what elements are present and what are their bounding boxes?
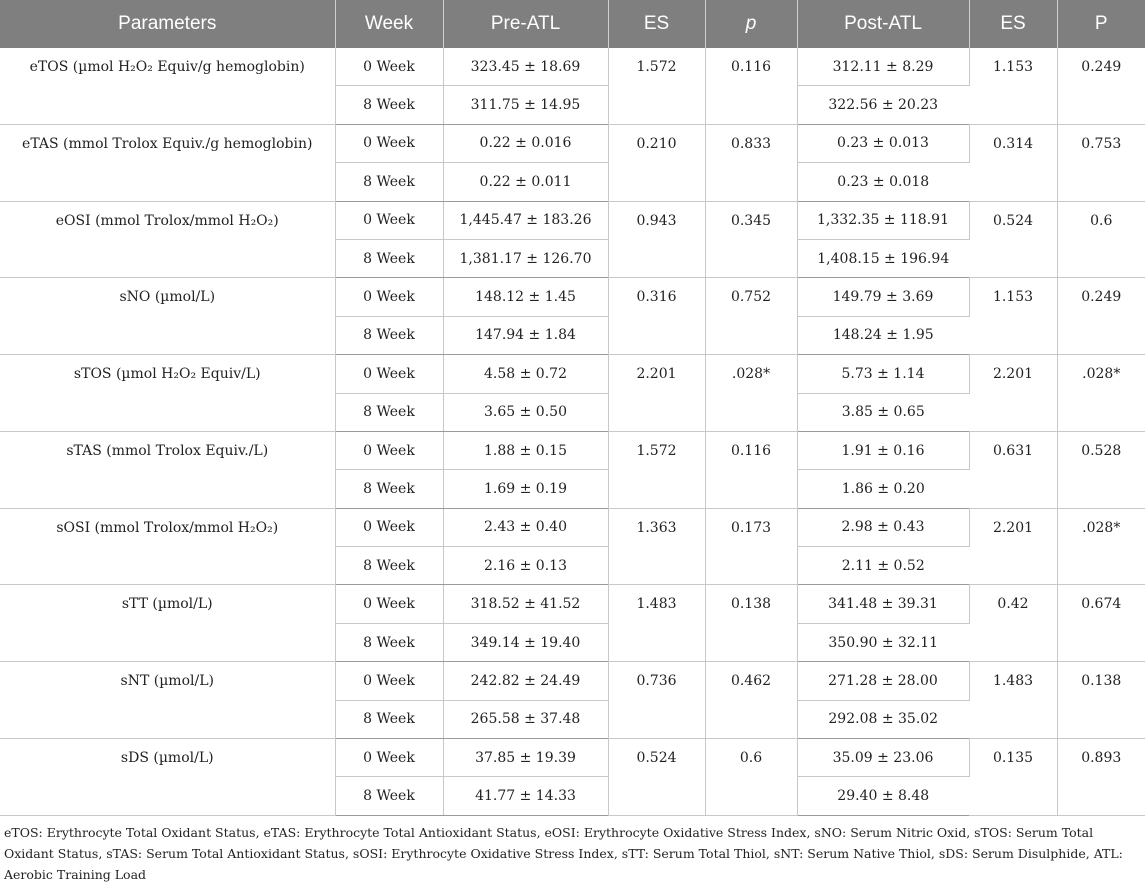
p-post-value: 0.528 bbox=[1057, 431, 1145, 508]
post-atl-value: 1.86 ± 0.20 bbox=[797, 470, 969, 508]
post-atl-value: 0.23 ± 0.013 bbox=[797, 124, 969, 162]
table-row bbox=[0, 585, 1145, 623]
post-atl-value: 2.11 ± 0.52 bbox=[797, 547, 969, 585]
post-atl-value: 322.56 ± 20.23 bbox=[797, 86, 969, 124]
es-post-value: 1.483 bbox=[969, 662, 1057, 739]
es-post-value: 2.201 bbox=[969, 355, 1057, 432]
es-pre-value: 0.736 bbox=[608, 662, 705, 739]
week-cell: 8 Week bbox=[335, 470, 443, 508]
week-cell: 8 Week bbox=[335, 163, 443, 201]
pre-atl-value: 0.22 ± 0.016 bbox=[443, 124, 608, 162]
p-post-value: 0.249 bbox=[1057, 48, 1145, 124]
table-row bbox=[0, 662, 1145, 700]
p-pre-value: 0.345 bbox=[705, 201, 797, 278]
es-pre-value: 1.572 bbox=[608, 431, 705, 508]
table-row bbox=[0, 48, 1145, 86]
header-post-atl: Post-ATL bbox=[797, 0, 969, 48]
week-cell: 8 Week bbox=[335, 316, 443, 354]
header-row bbox=[0, 0, 1145, 48]
parameter-name: sTAS (mmol Trolox Equiv./L) bbox=[0, 431, 335, 508]
post-atl-value: 341.48 ± 39.31 bbox=[797, 585, 969, 623]
p-pre-value: 0.138 bbox=[705, 585, 797, 662]
es-post-value: 1.153 bbox=[969, 278, 1057, 355]
week-cell: 8 Week bbox=[335, 700, 443, 738]
week-cell: 0 Week bbox=[335, 201, 443, 239]
table-row bbox=[0, 201, 1145, 239]
post-atl-value: 350.90 ± 32.11 bbox=[797, 623, 969, 661]
pre-atl-value: 1,381.17 ± 126.70 bbox=[443, 239, 608, 277]
pre-atl-value: 265.58 ± 37.48 bbox=[443, 700, 608, 738]
es-pre-value: 1.572 bbox=[608, 48, 705, 124]
table-footnote: eTOS: Erythrocyte Total Oxidant Status, eTAS: Erythrocyte Total Antioxidant Status, eOSI: Erythrocyte Oxidative Stress Index, sNO: Serum Nitric Oxid, sTOS: Serum Total Oxidant Status, sTAS: Serum Total Antioxidant Status, sOSI: Erythrocyte Oxidative Stress Index, sTT: Serum Total Thiol, sNT: Serum Native Thiol, sDS: Serum Disulphide, ATL: Aerobic Training Load bbox=[4, 825, 1123, 882]
post-atl-value: 271.28 ± 28.00 bbox=[797, 662, 969, 700]
header-es-pre: ES bbox=[608, 0, 705, 48]
parameter-name: sOSI (mmol Trolox/mmol H₂O₂) bbox=[0, 508, 335, 585]
post-atl-value: 292.08 ± 35.02 bbox=[797, 700, 969, 738]
pre-atl-value: 0.22 ± 0.011 bbox=[443, 163, 608, 201]
pre-atl-value: 349.14 ± 19.40 bbox=[443, 623, 608, 661]
p-post-value: 0.753 bbox=[1057, 124, 1145, 201]
post-atl-value: 29.40 ± 8.48 bbox=[797, 777, 969, 815]
es-pre-value: 1.363 bbox=[608, 508, 705, 585]
week-cell: 8 Week bbox=[335, 623, 443, 661]
week-cell: 0 Week bbox=[335, 662, 443, 700]
table-row bbox=[0, 508, 1145, 546]
pre-atl-value: 148.12 ± 1.45 bbox=[443, 278, 608, 316]
week-cell: 8 Week bbox=[335, 547, 443, 585]
p-pre-value: 0.6 bbox=[705, 739, 797, 816]
parameter-name: sDS (µmol/L) bbox=[0, 739, 335, 816]
es-pre-value: 2.201 bbox=[608, 355, 705, 432]
p-pre-value: 0.116 bbox=[705, 431, 797, 508]
p-post-value: .028* bbox=[1057, 508, 1145, 585]
es-post-value: 0.314 bbox=[969, 124, 1057, 201]
p-post-value: .028* bbox=[1057, 355, 1145, 432]
table-row bbox=[0, 739, 1145, 777]
es-pre-value: 0.524 bbox=[608, 739, 705, 816]
header-week: Week bbox=[335, 0, 443, 48]
week-cell: 0 Week bbox=[335, 124, 443, 162]
p-post-value: 0.674 bbox=[1057, 585, 1145, 662]
es-pre-value: 1.483 bbox=[608, 585, 705, 662]
post-atl-value: 3.85 ± 0.65 bbox=[797, 393, 969, 431]
post-atl-value: 35.09 ± 23.06 bbox=[797, 739, 969, 777]
es-post-value: 2.201 bbox=[969, 508, 1057, 585]
post-atl-value: 5.73 ± 1.14 bbox=[797, 355, 969, 393]
es-post-value: 0.135 bbox=[969, 739, 1057, 816]
parameter-name: sTOS (µmol H₂O₂ Equiv/L) bbox=[0, 355, 335, 432]
pre-atl-value: 37.85 ± 19.39 bbox=[443, 739, 608, 777]
pre-atl-value: 1,445.47 ± 183.26 bbox=[443, 201, 608, 239]
parameter-name: sNO (µmol/L) bbox=[0, 278, 335, 355]
table-row bbox=[0, 124, 1145, 162]
week-cell: 0 Week bbox=[335, 278, 443, 316]
post-atl-value: 312.11 ± 8.29 bbox=[797, 48, 969, 86]
header-es-post: ES bbox=[969, 0, 1057, 48]
week-cell: 8 Week bbox=[335, 777, 443, 815]
parameter-name: sTT (µmol/L) bbox=[0, 585, 335, 662]
p-pre-value: 0.173 bbox=[705, 508, 797, 585]
week-cell: 8 Week bbox=[335, 239, 443, 277]
parameter-name: eTOS (µmol H₂O₂ Equiv/g hemoglobin) bbox=[0, 48, 335, 124]
header-p-post: P bbox=[1057, 0, 1145, 48]
week-cell: 0 Week bbox=[335, 508, 443, 546]
pre-atl-value: 242.82 ± 24.49 bbox=[443, 662, 608, 700]
table-row bbox=[0, 355, 1145, 393]
pre-atl-value: 323.45 ± 18.69 bbox=[443, 48, 608, 86]
pre-atl-value: 41.77 ± 14.33 bbox=[443, 777, 608, 815]
post-atl-value: 148.24 ± 1.95 bbox=[797, 316, 969, 354]
week-cell: 8 Week bbox=[335, 393, 443, 431]
es-post-value: 0.631 bbox=[969, 431, 1057, 508]
post-atl-value: 1.91 ± 0.16 bbox=[797, 431, 969, 469]
header-pre-atl: Pre-ATL bbox=[443, 0, 608, 48]
pre-atl-value: 2.43 ± 0.40 bbox=[443, 508, 608, 546]
p-post-value: 0.893 bbox=[1057, 739, 1145, 816]
p-post-value: 0.138 bbox=[1057, 662, 1145, 739]
pre-atl-value: 147.94 ± 1.84 bbox=[443, 316, 608, 354]
es-pre-value: 0.316 bbox=[608, 278, 705, 355]
table-row bbox=[0, 431, 1145, 469]
p-post-value: 0.6 bbox=[1057, 201, 1145, 278]
pre-atl-value: 3.65 ± 0.50 bbox=[443, 393, 608, 431]
es-pre-value: 0.210 bbox=[608, 124, 705, 201]
p-pre-value: 0.833 bbox=[705, 124, 797, 201]
week-cell: 0 Week bbox=[335, 48, 443, 86]
week-cell: 8 Week bbox=[335, 86, 443, 124]
post-atl-value: 2.98 ± 0.43 bbox=[797, 508, 969, 546]
p-post-value: 0.249 bbox=[1057, 278, 1145, 355]
pre-atl-value: 1.69 ± 0.19 bbox=[443, 470, 608, 508]
week-cell: 0 Week bbox=[335, 585, 443, 623]
week-cell: 0 Week bbox=[335, 739, 443, 777]
table-body bbox=[0, 48, 1145, 815]
week-cell: 0 Week bbox=[335, 431, 443, 469]
p-pre-value: .028* bbox=[705, 355, 797, 432]
es-pre-value: 0.943 bbox=[608, 201, 705, 278]
header-parameters: Parameters bbox=[0, 0, 335, 48]
pre-atl-value: 311.75 ± 14.95 bbox=[443, 86, 608, 124]
week-cell: 0 Week bbox=[335, 355, 443, 393]
es-post-value: 1.153 bbox=[969, 48, 1057, 124]
post-atl-value: 1,332.35 ± 118.91 bbox=[797, 201, 969, 239]
pre-atl-value: 2.16 ± 0.13 bbox=[443, 547, 608, 585]
parameter-name: sNT (µmol/L) bbox=[0, 662, 335, 739]
table-row bbox=[0, 278, 1145, 316]
p-pre-value: 0.116 bbox=[705, 48, 797, 124]
es-post-value: 0.524 bbox=[969, 201, 1057, 278]
post-atl-value: 1,408.15 ± 196.94 bbox=[797, 239, 969, 277]
p-pre-value: 0.752 bbox=[705, 278, 797, 355]
header-p-pre: p bbox=[705, 0, 797, 48]
pre-atl-value: 318.52 ± 41.52 bbox=[443, 585, 608, 623]
post-atl-value: 0.23 ± 0.018 bbox=[797, 163, 969, 201]
parameter-name: eOSI (mmol Trolox/mmol H₂O₂) bbox=[0, 201, 335, 278]
pre-atl-value: 4.58 ± 0.72 bbox=[443, 355, 608, 393]
pre-atl-value: 1.88 ± 0.15 bbox=[443, 431, 608, 469]
post-atl-value: 149.79 ± 3.69 bbox=[797, 278, 969, 316]
parameter-name: eTAS (mmol Trolox Equiv./g hemoglobin) bbox=[0, 124, 335, 201]
p-pre-value: 0.462 bbox=[705, 662, 797, 739]
es-post-value: 0.42 bbox=[969, 585, 1057, 662]
